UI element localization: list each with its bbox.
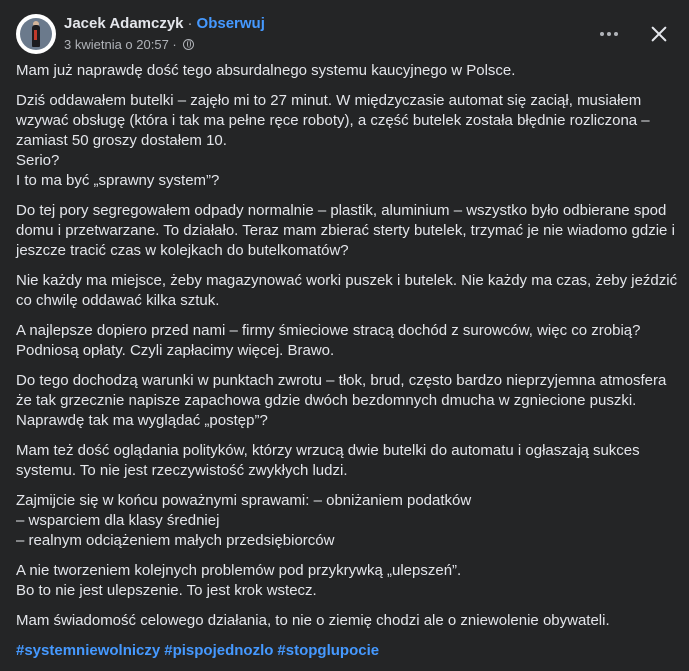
post-text-line: Zajmijcie się w końcu poważnymi sprawami: – obniżaniem podatków bbox=[16, 492, 472, 509]
more-dot bbox=[607, 32, 611, 36]
post-text-line: – wsparciem dla klasy średniej bbox=[16, 512, 220, 529]
post-text-line: Dziś oddawałem butelki – zajęło mi to 27 minut. W międzyczasie automat się zaciął, musiałem bbox=[16, 92, 642, 109]
post-text-line: A najlepsze dopiero przed nami – firmy śmieciowe stracą dochód z surowców, więc co zrobią? bbox=[16, 322, 641, 339]
post-paragraph bbox=[16, 201, 675, 261]
post-paragraph bbox=[16, 611, 675, 631]
post-text-line: Do tej pory segregowałem odpady normalnie – plastik, aluminium – wszystko było odbierane spod bbox=[16, 202, 667, 219]
more-dot bbox=[614, 32, 618, 36]
name-separator: · bbox=[187, 15, 193, 32]
post-text-line: jeszcze tracić czas w kolejkach do butelkomatów? bbox=[16, 242, 349, 259]
post-text-line: co chwilę oddawać kilka sztuk. bbox=[16, 292, 220, 309]
post-paragraph bbox=[16, 61, 675, 81]
hashtag-link[interactable]: #stopglupocie bbox=[277, 642, 380, 659]
hashtag-link[interactable]: #systemniewolniczy bbox=[16, 642, 161, 659]
post-text-line: że tak grzecznie napisze zapachowa gdzie dwóch bezdomnych dmucha w zgniecione puszki. bbox=[16, 392, 637, 409]
follow-button[interactable]: Obserwuj bbox=[196, 15, 265, 32]
post-text-line: Bo to nie jest ulepszenie. To jest krok wstecz. bbox=[16, 582, 317, 599]
more-options-icon[interactable] bbox=[595, 22, 623, 46]
more-dot bbox=[600, 32, 604, 36]
post-text-line: Nie każdy ma miejsce, żeby magazynować worki puszek i butelek. Nie każdy ma czas, żeby jeździć bbox=[16, 272, 678, 289]
avatar-accent-shape bbox=[34, 30, 37, 40]
post-text-line: A nie tworzeniem kolejnych problemów pod przykrywką „ulepszeń”. bbox=[16, 562, 462, 579]
post-text-line: zamiast 50 groszy dostałem 10. bbox=[16, 132, 227, 149]
post-text-line: systemu. To nie jest rzeczywistość zwykłych ludzi. bbox=[16, 462, 348, 479]
post-text-line: I to ma być „sprawny system”? bbox=[16, 172, 220, 189]
post-paragraph bbox=[16, 271, 678, 311]
avatar[interactable] bbox=[16, 14, 56, 54]
post-paragraph bbox=[16, 91, 675, 191]
post-paragraph bbox=[16, 491, 675, 551]
post-paragraph bbox=[16, 321, 675, 361]
post-text-line: Mam świadomość celowego działania, to nie o ziemię chodzi ale o zniewolenie obywateli. bbox=[16, 612, 610, 629]
hashtag-list bbox=[16, 641, 675, 661]
author-line bbox=[64, 15, 265, 32]
hashtag-link[interactable]: #pispojednozlo bbox=[164, 642, 274, 659]
post-timestamp[interactable]: 3 kwietnia o 20:57 bbox=[64, 37, 169, 52]
post-text-line: – realnym odciążeniem małych przedsiębiorców bbox=[16, 532, 335, 549]
post-text-line: Serio? bbox=[16, 152, 60, 169]
post-meta bbox=[64, 37, 194, 52]
post-header bbox=[16, 12, 673, 56]
post-paragraph bbox=[16, 441, 675, 481]
avatar-image bbox=[20, 18, 52, 50]
post-paragraph bbox=[16, 371, 675, 431]
globe-icon bbox=[183, 39, 194, 50]
post-paragraph bbox=[16, 561, 675, 601]
post-text-line: Podniosą opłaty. Czyli zapłacimy więcej. Brawo. bbox=[16, 342, 335, 359]
post-text-line: Mam już naprawdę dość tego absurdalnego systemu kaucyjnego w Polsce. bbox=[16, 62, 516, 79]
meta-separator: · bbox=[172, 37, 177, 52]
close-icon[interactable] bbox=[645, 20, 673, 48]
post-text-line: Mam też dość oglądania polityków, którzy wrzucą dwie butelki do automatu i ogłaszają sukces bbox=[16, 442, 640, 459]
post-text-line: domu i przetwarzane. To działało. Teraz mam zbierać sterty butelek, trzymać je nie wiadomo gdzie i bbox=[16, 222, 675, 239]
author-name[interactable]: Jacek Adamczyk bbox=[64, 15, 184, 32]
post-text-line: Naprawdę tak ma wyglądać „postęp”? bbox=[16, 412, 268, 429]
post-body bbox=[16, 61, 678, 671]
post-text-line: wzywać obsługę (która i tak ma pełne ręce roboty), a część butelek została błędnie rozliczona – bbox=[16, 112, 650, 129]
post-text-line: Do tego dochodzą warunki w punktach zwrotu – tłok, brud, często bardzo nieprzyjemna atmosfera bbox=[16, 372, 667, 389]
